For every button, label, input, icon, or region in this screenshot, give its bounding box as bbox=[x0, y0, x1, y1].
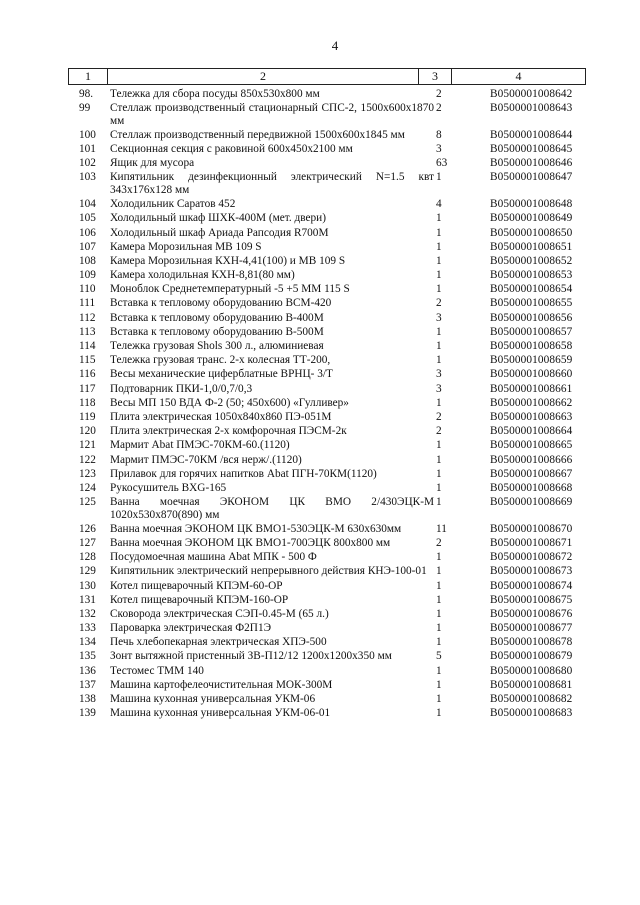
item-name: Пароварка электрическая Ф2П1Э bbox=[110, 622, 272, 635]
inventory-code: B0500001008671 bbox=[490, 536, 573, 549]
row-number: 139 bbox=[79, 707, 96, 720]
row-number: 104 bbox=[79, 198, 96, 211]
table-row bbox=[68, 129, 586, 142]
inventory-code: B0500001008672 bbox=[490, 551, 573, 564]
item-quantity: 1 bbox=[436, 269, 442, 282]
row-number: 132 bbox=[79, 607, 96, 620]
page-number: 4 bbox=[331, 38, 339, 53]
item-quantity: 1 bbox=[436, 579, 442, 592]
table-row bbox=[68, 454, 586, 467]
item-quantity: 1 bbox=[436, 226, 442, 239]
item-name: Мармит Abat ПМЭС-70КМ-60.(1120) bbox=[110, 439, 290, 452]
inventory-code: B0500001008661 bbox=[490, 382, 573, 395]
item-name: Весы механические циферблатные ВРНЦ- 3/Т bbox=[110, 368, 333, 381]
item-quantity: 1 bbox=[436, 693, 442, 705]
row-number: 109 bbox=[79, 269, 96, 282]
item-quantity: 1 bbox=[436, 622, 442, 635]
row-number: 103 bbox=[79, 171, 96, 184]
item-name: Ванна моечная ЭКОНОМ ЦК ВМО 2/430ЭЦК-М 1020х530х870(890) мм bbox=[110, 496, 434, 521]
inventory-code: B0500001008683 bbox=[490, 707, 573, 720]
table-row bbox=[68, 425, 586, 438]
table-row bbox=[68, 88, 586, 101]
inventory-code: B0500001008663 bbox=[490, 410, 573, 423]
table-row bbox=[68, 397, 586, 410]
item-quantity: 1 bbox=[436, 607, 442, 620]
inventory-code: B0500001008645 bbox=[490, 143, 573, 156]
item-name: Кипятильник дезинфекционный электрический N=1.5 квт 343х176х128 мм bbox=[110, 171, 434, 196]
row-number: 113 bbox=[79, 325, 96, 338]
inventory-code: B0500001008664 bbox=[490, 425, 573, 438]
table-row bbox=[68, 143, 586, 156]
item-quantity: 11 bbox=[436, 522, 447, 535]
item-name: Вставка к тепловому оборудованию В-400М bbox=[110, 311, 324, 324]
inventory-code: B0500001008644 bbox=[490, 128, 573, 141]
item-quantity: 1 bbox=[436, 439, 442, 452]
table-row bbox=[68, 523, 586, 536]
item-quantity: 1 bbox=[436, 340, 442, 352]
inventory-code: B0500001008649 bbox=[490, 212, 573, 225]
row-number: 110 bbox=[79, 283, 96, 296]
table-row bbox=[68, 594, 586, 607]
row-number: 136 bbox=[79, 664, 96, 677]
inventory-code: B0500001008658 bbox=[490, 340, 573, 352]
inventory-code: B0500001008660 bbox=[490, 368, 573, 381]
inventory-code: B0500001008648 bbox=[490, 198, 573, 211]
row-number: 107 bbox=[79, 240, 96, 253]
inventory-code: B0500001008650 bbox=[490, 226, 573, 239]
item-name: Холодильный шкаф Ариада Рапсодия R700M bbox=[110, 226, 329, 239]
item-quantity: 1 bbox=[436, 325, 442, 338]
inventory-code: B0500001008670 bbox=[490, 522, 573, 535]
item-name: Тележка для сбора посуды 850х530х800 мм bbox=[110, 88, 320, 100]
table-row bbox=[68, 468, 586, 481]
table-row bbox=[68, 269, 586, 282]
table-row bbox=[68, 171, 586, 196]
item-name: Мармит ПМЭС-70КМ /вся нерж/.(1120) bbox=[110, 453, 302, 466]
table-row bbox=[68, 198, 586, 211]
row-number: 122 bbox=[79, 453, 96, 466]
item-name: Секционная секция с раковиной 600х450х2100 мм bbox=[110, 143, 353, 156]
row-number: 138 bbox=[79, 693, 96, 705]
inventory-code: B0500001008677 bbox=[490, 622, 573, 635]
item-name: Плита электрическая 1050х840х860 ПЭ-051М bbox=[110, 410, 332, 423]
inventory-code: B0500001008679 bbox=[490, 650, 573, 663]
item-name: Подтоварник ПКИ-1,0/0,7/0,3 bbox=[110, 382, 253, 395]
item-quantity: 2 bbox=[436, 536, 442, 549]
row-number: 123 bbox=[79, 467, 96, 480]
item-quantity: 1 bbox=[436, 283, 442, 296]
header-cell-4: 4 bbox=[452, 69, 586, 84]
table-row bbox=[68, 102, 586, 127]
item-name: Весы МП 150 ВДА Ф-2 (50; 450х600) «Гулливер» bbox=[110, 396, 349, 409]
item-quantity: 1 bbox=[436, 467, 442, 480]
item-quantity: 2 bbox=[436, 410, 442, 423]
item-name: Посудомоечная машина Abat МПК - 500 Ф bbox=[110, 551, 317, 564]
row-number: 100 bbox=[79, 128, 96, 141]
row-number: 134 bbox=[79, 636, 96, 649]
table-row bbox=[68, 622, 586, 635]
row-number: 130 bbox=[79, 579, 96, 592]
row-number: 112 bbox=[79, 311, 96, 324]
item-quantity: 8 bbox=[436, 128, 442, 141]
item-name: Ванна моечная ЭКОНОМ ЦК ВМО1-700ЭЦК 800х800 мм bbox=[110, 536, 391, 549]
inventory-code: B0500001008643 bbox=[490, 102, 573, 115]
inventory-code: B0500001008680 bbox=[490, 664, 573, 677]
inventory-code: B0500001008662 bbox=[490, 396, 573, 409]
table-row bbox=[68, 679, 586, 692]
table-row bbox=[68, 340, 586, 353]
item-quantity: 1 bbox=[436, 636, 442, 649]
item-name: Тележка грузовая транс. 2-х колесная ТТ-200, bbox=[110, 354, 331, 367]
row-number: 121 bbox=[79, 439, 96, 452]
table-row bbox=[68, 537, 586, 550]
inventory-code: B0500001008647 bbox=[490, 171, 573, 184]
table-row bbox=[68, 383, 586, 396]
inventory-code: B0500001008667 bbox=[490, 467, 573, 480]
item-name: Камера Морозильная МВ 109 S bbox=[110, 240, 262, 253]
inventory-code: B0500001008652 bbox=[490, 254, 573, 267]
item-quantity: 1 bbox=[436, 212, 442, 225]
table-row bbox=[68, 283, 586, 296]
header-cell-2: 2 bbox=[108, 69, 419, 84]
row-number: 125 bbox=[79, 496, 96, 509]
table-row bbox=[68, 496, 586, 521]
table-row bbox=[68, 482, 586, 495]
inventory-code: B0500001008659 bbox=[490, 354, 573, 367]
item-name: Тестомес ТММ 140 bbox=[110, 664, 204, 677]
row-number: 135 bbox=[79, 650, 96, 663]
item-name: Моноблок Среднетемпературный -5 +5 ММ 115 S bbox=[110, 283, 350, 296]
table-row bbox=[68, 241, 586, 254]
table-row bbox=[68, 565, 586, 578]
row-number: 98. bbox=[79, 88, 94, 100]
item-quantity: 63 bbox=[436, 157, 448, 170]
inventory-code: B0500001008654 bbox=[490, 283, 573, 296]
header-cell-3: 3 bbox=[419, 69, 452, 84]
table-row bbox=[68, 580, 586, 593]
table-row bbox=[68, 157, 586, 170]
item-quantity: 5 bbox=[436, 650, 442, 663]
table-row bbox=[68, 551, 586, 564]
item-name: Котел пищеварочный КПЭМ-160-ОР bbox=[110, 593, 289, 606]
row-number: 117 bbox=[79, 382, 96, 395]
table-row bbox=[68, 636, 586, 649]
item-quantity: 1 bbox=[436, 565, 442, 578]
row-number: 133 bbox=[79, 622, 96, 635]
inventory-code: B0500001008668 bbox=[490, 481, 573, 494]
item-name: Прилавок для горячих напитков Abat ПГН-70КМ(1120) bbox=[110, 467, 377, 480]
item-name: Зонт вытяжной пристенный ЗВ-П12/12 1200х1200х350 мм bbox=[110, 650, 392, 663]
inventory-code: B0500001008646 bbox=[490, 157, 573, 170]
inventory-code: B0500001008642 bbox=[490, 88, 573, 100]
item-name: Стеллаж производственный стационарный СПС-2, 1500х600х1870 мм bbox=[110, 102, 434, 127]
row-number: 108 bbox=[79, 254, 96, 267]
inventory-code: B0500001008669 bbox=[490, 496, 573, 509]
item-quantity: 1 bbox=[436, 396, 442, 409]
item-quantity: 3 bbox=[436, 143, 442, 156]
table-row bbox=[68, 212, 586, 225]
item-quantity: 4 bbox=[436, 198, 442, 211]
row-number: 128 bbox=[79, 551, 96, 564]
row-number: 116 bbox=[79, 368, 96, 381]
inventory-code: B0500001008676 bbox=[490, 607, 573, 620]
table-row bbox=[68, 354, 586, 367]
inventory-code: B0500001008651 bbox=[490, 240, 573, 253]
row-number: 129 bbox=[79, 565, 96, 578]
table-row bbox=[68, 439, 586, 452]
item-quantity: 1 bbox=[436, 593, 442, 606]
item-name: Камера Морозильная КХН-4,41(100) и МВ 109 S bbox=[110, 254, 346, 267]
item-name: Рукосушитель BXG-165 bbox=[110, 481, 227, 494]
table-row bbox=[68, 297, 586, 310]
item-quantity: 1 bbox=[436, 481, 442, 494]
item-quantity: 1 bbox=[436, 678, 442, 691]
inventory-code: B0500001008665 bbox=[490, 439, 573, 452]
table-header bbox=[68, 68, 586, 85]
item-quantity: 1 bbox=[436, 664, 442, 677]
table-row bbox=[68, 312, 586, 325]
inventory-code: B0500001008678 bbox=[490, 636, 573, 649]
row-number: 120 bbox=[79, 425, 96, 438]
item-name: Холодильный шкаф ШХК-400М (мет. двери) bbox=[110, 212, 326, 225]
item-name: Машина картофелеочистительная МОК-300М bbox=[110, 678, 333, 691]
item-quantity: 1 bbox=[436, 453, 442, 466]
inventory-code: B0500001008674 bbox=[490, 579, 573, 592]
item-name: Ванна моечная ЭКОНОМ ЦК ВМО1-530ЭЦК-М 630х630мм bbox=[110, 522, 402, 535]
table-row bbox=[68, 707, 586, 720]
inventory-table bbox=[68, 68, 586, 721]
inventory-code: B0500001008682 bbox=[490, 693, 573, 705]
item-name: Стеллаж производственный передвижной 1500х600х1845 мм bbox=[110, 128, 405, 141]
item-quantity: 1 bbox=[436, 240, 442, 253]
item-name: Печь хлебопекарная электрическая ХПЭ-500 bbox=[110, 636, 327, 649]
table-row bbox=[68, 326, 586, 339]
header-cell-1: 1 bbox=[68, 69, 108, 84]
row-number: 111 bbox=[79, 297, 96, 310]
row-number: 115 bbox=[79, 354, 96, 367]
item-name: Вставка к тепловому оборудованию ВСМ-420 bbox=[110, 297, 332, 310]
item-quantity: 1 bbox=[436, 496, 442, 509]
row-number: 119 bbox=[79, 410, 96, 423]
row-number: 101 bbox=[79, 143, 96, 156]
item-quantity: 1 bbox=[436, 171, 442, 184]
row-number: 106 bbox=[79, 226, 96, 239]
inventory-code: B0500001008666 bbox=[490, 453, 573, 466]
item-quantity: 1 bbox=[436, 551, 442, 564]
item-name: Кипятильник электрический непрерывного действия КНЭ-100-01 bbox=[110, 565, 427, 578]
item-name: Вставка к тепловому оборудованию В-500М bbox=[110, 325, 324, 338]
inventory-code: B0500001008675 bbox=[490, 593, 573, 606]
item-name: Сковорода электрическая СЭП-0.45-М (65 л.) bbox=[110, 607, 329, 620]
row-number: 118 bbox=[79, 396, 96, 409]
item-name: Камера холодильная КХН-8,81(80 мм) bbox=[110, 269, 295, 282]
item-name: Тележка грузовая Shols 300 л., алюминиевая bbox=[110, 340, 324, 352]
row-number: 127 bbox=[79, 536, 96, 549]
table-row bbox=[68, 665, 586, 678]
inventory-code: B0500001008681 bbox=[490, 678, 573, 691]
table-row bbox=[68, 368, 586, 381]
table-row bbox=[68, 693, 586, 706]
item-quantity: 3 bbox=[436, 311, 442, 324]
row-number: 114 bbox=[79, 340, 96, 352]
inventory-code: B0500001008657 bbox=[490, 325, 573, 338]
table-row bbox=[68, 411, 586, 424]
item-name: Холодильник Саратов 452 bbox=[110, 198, 236, 211]
inventory-code: B0500001008656 bbox=[490, 311, 573, 324]
item-quantity: 1 bbox=[436, 354, 442, 367]
table-row bbox=[68, 650, 586, 663]
item-quantity: 2 bbox=[436, 88, 442, 100]
item-quantity: 3 bbox=[436, 368, 442, 381]
row-number: 124 bbox=[79, 481, 96, 494]
table-body bbox=[68, 88, 586, 720]
item-quantity: 2 bbox=[436, 102, 442, 115]
item-quantity: 2 bbox=[436, 425, 442, 438]
table-row bbox=[68, 255, 586, 268]
inventory-code: B0500001008655 bbox=[490, 297, 573, 310]
row-number: 102 bbox=[79, 157, 96, 170]
item-quantity: 2 bbox=[436, 297, 442, 310]
item-name: Машина кухонная универсальная УКМ-06 bbox=[110, 693, 316, 705]
item-name: Машина кухонная универсальная УКМ-06-01 bbox=[110, 707, 331, 720]
item-quantity: 1 bbox=[436, 707, 442, 720]
item-quantity: 1 bbox=[436, 254, 442, 267]
inventory-code: B0500001008653 bbox=[490, 269, 573, 282]
row-number: 99 bbox=[79, 102, 91, 115]
row-number: 126 bbox=[79, 522, 96, 535]
row-number: 137 bbox=[79, 678, 96, 691]
item-quantity: 3 bbox=[436, 382, 442, 395]
row-number: 131 bbox=[79, 593, 96, 606]
item-name: Котел пищеварочный КПЭМ-60-ОР bbox=[110, 579, 283, 592]
table-row bbox=[68, 227, 586, 240]
table-row bbox=[68, 608, 586, 621]
item-name: Ящик для мусора bbox=[110, 157, 195, 170]
item-name: Плита электрическая 2-х комфорочная ПЭСМ-2к bbox=[110, 425, 347, 438]
inventory-code: B0500001008673 bbox=[490, 565, 573, 578]
row-number: 105 bbox=[79, 212, 96, 225]
